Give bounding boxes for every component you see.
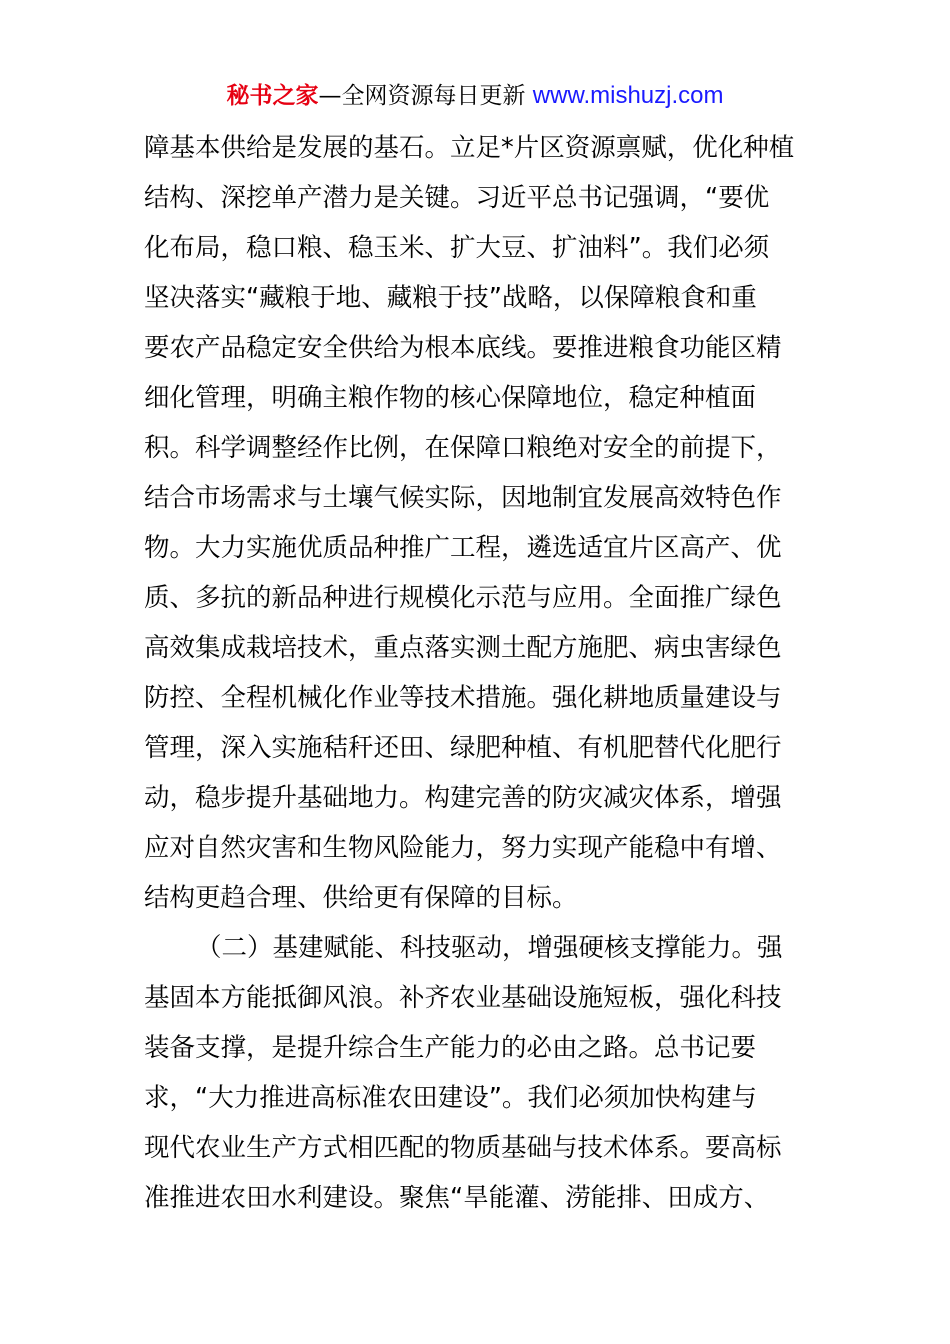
paragraph-line: 结构更趋合理、供给更有保障的目标。 [144,883,578,913]
paragraph-line: 细化管理，明确主粮作物的核心保障地位，稳定种植面 [144,383,757,413]
document-body [144,130,808,1230]
paragraph-line: 障基本供给是发展的基石。立足*片区资源禀赋，优化种植 [144,133,795,163]
paragraph-line: 结构、深挖单产潜力是关键。习近平总书记强调，“要优 [144,183,770,213]
paragraph-line: 结合市场需求与土壤气候实际，因地制宜发展高效特色作 [144,483,782,513]
site-header [0,80,950,112]
site-tagline: —全网资源每日更新 [318,83,533,109]
paragraph-line: 防控、全程机械化作业等技术措施。强化耕地质量建设与 [144,683,782,713]
site-brand: 秘书之家 [226,83,319,109]
paragraph-line: 现代农业生产方式相匹配的物质基础与技术体系。要高标 [144,1133,782,1163]
paragraph-line: 化布局，稳口粮、稳玉米、扩大豆、扩油料”。我们必须 [144,233,770,263]
paragraph-line: 动，稳步提升基础地力。构建完善的防灾减灾体系，增强 [144,783,782,813]
site-url[interactable]: www.mishuzj.com [532,82,724,109]
paragraph-line: 物。大力实施优质品种推广工程，遴选适宜片区高产、优 [144,533,782,563]
paragraph-line: 管理，深入实施秸秆还田、绿肥种植、有机肥替代化肥行 [144,733,782,763]
paragraph-line: 基固本方能抵御风浪。补齐农业基础设施短板，强化科技 [144,983,782,1013]
section-heading-line: （二）基建赋能、科技驱动，增强硬核支撑能力。强 [196,933,783,963]
paragraph-line: 要农产品稳定安全供给为根本底线。要推进粮食功能区精 [144,333,782,363]
paragraph-line: 积。科学调整经作比例，在保障口粮绝对安全的前提下， [144,433,782,463]
paragraph-line: 准推进农田水利建设。聚焦“旱能灌、涝能排、田成方、 [144,1183,770,1213]
paragraph-line: 高效集成栽培技术，重点落实测土配方施肥、病虫害绿色 [144,633,782,663]
paragraph-line: 坚决落实“藏粮于地、藏粮于技”战略，以保障粮食和重 [144,283,757,313]
paragraph-line: 质、多抗的新品种进行规模化示范与应用。全面推广绿色 [144,583,782,613]
paragraph-line: 求，“大力推进高标准农田建设”。我们必须加快构建与 [144,1083,757,1113]
paragraph-line: 装备支撑，是提升综合生产能力的必由之路。总书记要 [144,1033,757,1063]
paragraph-line: 应对自然灾害和生物风险能力，努力实现产能稳中有增、 [144,833,782,863]
